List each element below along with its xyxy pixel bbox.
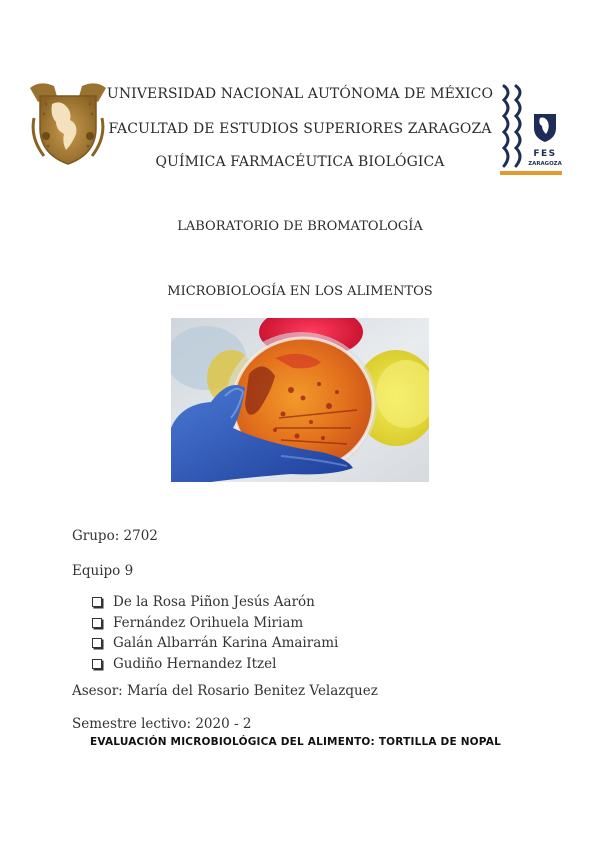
list-item (92, 633, 338, 654)
checkbox-bullet-icon (92, 638, 102, 648)
list-item (92, 592, 338, 613)
program-name: QUÍMICA FARMACÉUTICA BIOLÓGICA (155, 154, 445, 170)
list-item (92, 613, 338, 634)
member-name: Galán Albarrán Karina Amairami (113, 635, 339, 652)
member-list (92, 592, 338, 674)
evaluation-title: EVALUACIÓN MICROBIOLÓGICA DEL ALIMENTO: TORTILLA DE NOPAL (90, 736, 501, 748)
fes-logo-text: FES (533, 149, 557, 159)
equipo-text: Equipo 9 (72, 563, 134, 579)
member-name: Gudiño Hernandez Itzel (113, 655, 277, 672)
member-name: De la Rosa Piñon Jesús Aarón (113, 594, 315, 611)
university-name: UNIVERSIDAD NACIONAL AUTÓNOMA DE MÉXICO (106, 86, 494, 102)
grupo-text: Grupo: 2702 (72, 528, 158, 544)
petri-dish-photo (171, 318, 429, 482)
checkbox-bullet-icon (92, 597, 102, 607)
asesor-text: Asesor: María del Rosario Benitez Velazquez (72, 683, 378, 699)
topic-title: MICROBIOLOGÍA EN LOS ALIMENTOS (167, 284, 433, 299)
list-item (92, 654, 338, 675)
lab-title: LABORATORIO DE BROMATOLOGÍA (177, 219, 423, 234)
semestre-text: Semestre lectivo: 2020 - 2 (72, 716, 252, 732)
member-name: Fernández Orihuela Miriam (113, 614, 304, 631)
checkbox-bullet-icon (92, 659, 102, 669)
faculty-name: FACULTAD DE ESTUDIOS SUPERIORES ZARAGOZA (108, 121, 492, 137)
fes-logo-subtext: ZARAGOZA (528, 161, 562, 167)
checkbox-bullet-icon (92, 618, 102, 628)
